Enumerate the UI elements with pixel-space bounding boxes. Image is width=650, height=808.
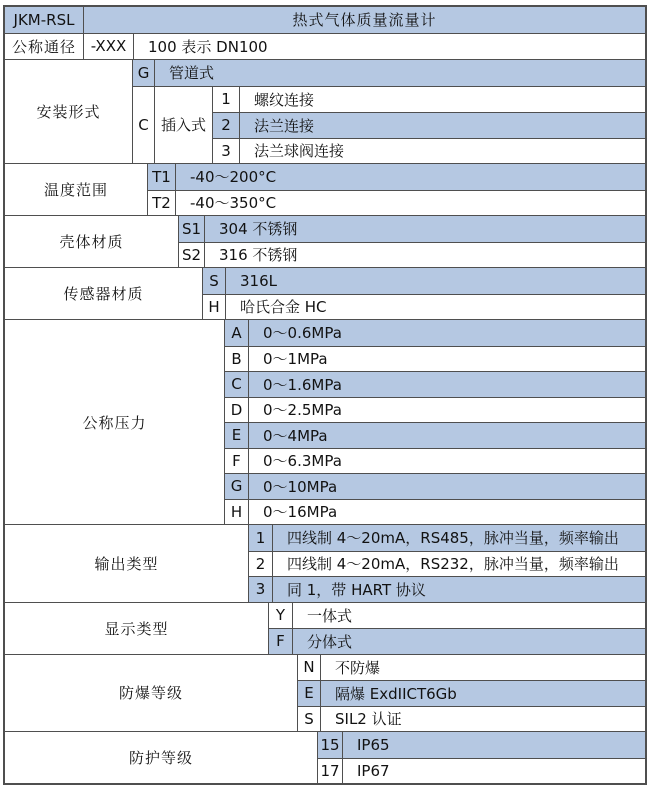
option-code: 2: [212, 113, 239, 138]
option-desc: 不防爆: [320, 655, 645, 681]
option-desc: 分体式: [292, 629, 645, 654]
section-label: 传感器材质: [63, 285, 144, 303]
option-code: G: [224, 474, 248, 499]
option-code: -XXX: [83, 34, 133, 60]
section-display-type: [5, 602, 645, 654]
table-row: [147, 164, 645, 190]
section-label: 输出类型: [94, 554, 159, 573]
option-desc: SIL2 认证: [320, 707, 645, 732]
section-label: 温度范围: [43, 181, 108, 199]
option-desc: 法兰连接: [239, 113, 645, 138]
option-desc: 同 1，带 HART 协议: [272, 577, 645, 602]
table-row: [248, 525, 645, 551]
table-row: [224, 422, 645, 448]
table-row: [268, 603, 645, 629]
table-row: [248, 551, 645, 577]
section-label: 防护等级: [128, 749, 193, 767]
table-row: [212, 87, 645, 113]
table-row: [224, 448, 645, 474]
option-desc: -40～200°C: [175, 164, 645, 190]
table-row: [317, 758, 645, 784]
option-desc: 四线制 4～20mA，RS485，脉冲当量，频率输出: [272, 525, 645, 551]
option-desc: 0～10MPa: [248, 474, 645, 499]
option-desc: IP65: [342, 732, 645, 758]
option-code: T2: [147, 191, 175, 216]
option-code: 15: [317, 732, 342, 758]
table-row: [317, 732, 645, 758]
option-code: C: [224, 372, 248, 397]
option-code: Y: [268, 603, 292, 629]
model-code: JKM-RSL: [13, 10, 75, 29]
option-code: 17: [317, 759, 342, 784]
option-desc: 0～2.5MPa: [248, 398, 645, 423]
table-row: [212, 138, 645, 164]
option-code: S2: [178, 243, 204, 268]
product-title: 热式气体质量流量计: [83, 7, 645, 33]
table-row: [268, 628, 645, 654]
option-code: T1: [147, 164, 175, 190]
option-code: D: [224, 398, 248, 423]
option-code: F: [268, 629, 292, 654]
insertion-type-label: 插入式: [154, 87, 212, 164]
option-code: A: [224, 320, 248, 346]
section-output-type: [5, 524, 645, 602]
table-row: [202, 268, 645, 294]
option-desc: 0～0.6MPa: [248, 320, 645, 346]
option-code: S1: [178, 216, 204, 242]
section-label: 壳体材质: [59, 233, 124, 251]
option-desc: 0～1MPa: [248, 347, 645, 372]
option-desc: 四线制 4～20mA，RS232，脉冲当量，频率输出: [272, 552, 645, 577]
section-label: 显示类型: [104, 619, 169, 638]
table-row: [297, 706, 645, 732]
option-desc: 0～1.6MPa: [248, 372, 645, 397]
option-desc: 0～16MPa: [248, 500, 645, 525]
option-desc: IP67: [342, 759, 645, 784]
option-code: 3: [212, 139, 239, 164]
option-code: E: [297, 681, 320, 706]
section-label: 安装形式: [36, 103, 101, 121]
option-desc: 316L: [225, 268, 645, 294]
option-desc: 304 不锈钢: [204, 216, 645, 242]
section-sensor-material: [5, 267, 645, 319]
section-nominal-diameter: [5, 33, 645, 60]
option-code: 3: [248, 577, 272, 602]
option-desc: 0～6.3MPa: [248, 449, 645, 474]
option-code: S: [297, 707, 320, 732]
option-code: F: [224, 449, 248, 474]
table-row: [224, 473, 645, 499]
table-row: [147, 190, 645, 216]
option-code: C: [132, 87, 154, 164]
option-desc: 法兰球阀连接: [239, 139, 645, 164]
option-desc: 隔爆 ExdIICT6Gb: [320, 681, 645, 706]
option-desc: 316 不锈钢: [204, 243, 645, 268]
option-desc: 螺纹连接: [239, 87, 645, 113]
table-row: [224, 320, 645, 346]
option-code: 1: [248, 525, 272, 551]
section-protection-grade: [5, 731, 645, 783]
table-row: [224, 499, 645, 525]
table-row: [297, 680, 645, 706]
table-row: [178, 242, 645, 268]
section-nominal-pressure: [5, 319, 645, 524]
option-code: N: [297, 655, 320, 681]
table-row: [83, 34, 645, 60]
option-code: B: [224, 347, 248, 372]
table-row: [178, 216, 645, 242]
section-label: 公称通径: [11, 37, 76, 56]
section-temperature-range: [5, 163, 645, 215]
table-row: [212, 112, 645, 138]
section-label: 防爆等级: [118, 684, 183, 703]
table-row: [224, 397, 645, 423]
table-row: [132, 60, 645, 86]
option-desc: 管道式: [154, 60, 645, 86]
model-selection-table: [3, 5, 647, 785]
table-row: [297, 655, 645, 681]
table-row: [224, 346, 645, 372]
table-header-row: [5, 7, 645, 33]
option-desc: 一体式: [292, 603, 645, 629]
option-code: H: [224, 500, 248, 525]
option-code: H: [202, 295, 225, 320]
option-code: S: [202, 268, 225, 294]
table-row: [248, 576, 645, 602]
section-installation-type: [5, 59, 645, 163]
option-desc: -40～350°C: [175, 191, 645, 216]
option-desc: 100 表示 DN100: [133, 34, 645, 60]
section-explosion-proof-grade: [5, 654, 645, 732]
section-label: 公称压力: [82, 413, 147, 432]
section-housing-material: [5, 215, 645, 267]
option-desc: 0～4MPa: [248, 423, 645, 448]
option-code: 2: [248, 552, 272, 577]
option-code: E: [224, 423, 248, 448]
option-code: 1: [212, 87, 239, 113]
insertion-type-block: [132, 86, 645, 164]
table-row: [202, 294, 645, 320]
table-row: [224, 371, 645, 397]
option-desc: 哈氏合金 HC: [225, 295, 645, 320]
option-code: G: [132, 60, 154, 86]
